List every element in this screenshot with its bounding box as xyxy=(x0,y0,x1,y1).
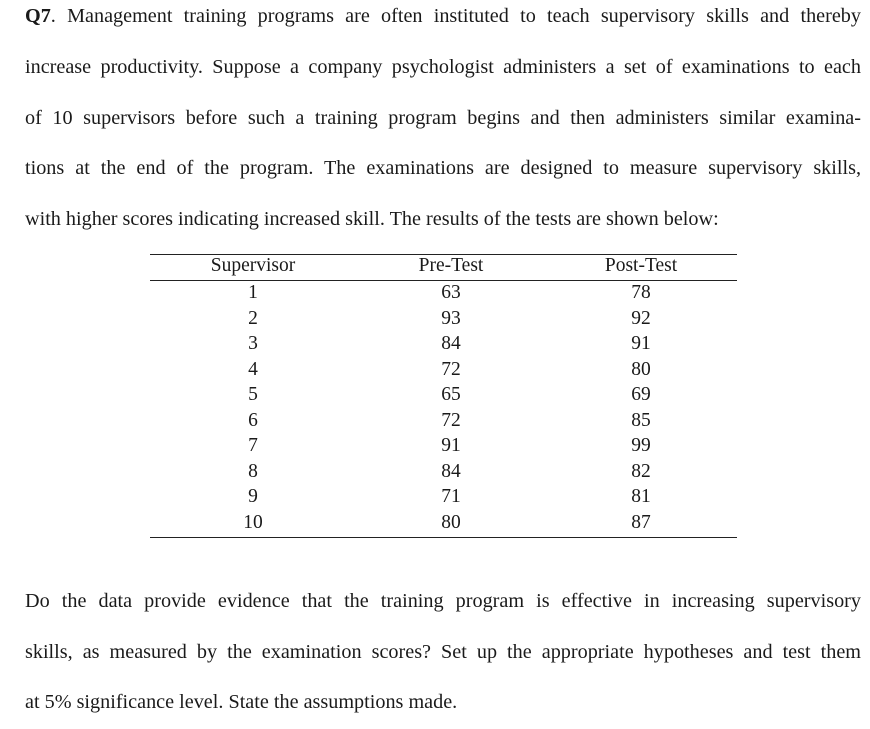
cell-supervisor: 9 xyxy=(248,486,258,507)
question-line-1-text: . Management training programs are often instituted to teach supervisory skills and thereby xyxy=(50,5,861,27)
cell-pre-test: 80 xyxy=(441,512,461,533)
cell-supervisor: 10 xyxy=(243,512,263,533)
question-line-2: increase productivity. Suppose a company psychologist administers a set of examinations to each xyxy=(25,56,861,78)
cell-post-test: 81 xyxy=(631,486,651,507)
cell-pre-test: 93 xyxy=(441,308,461,329)
cell-post-test: 92 xyxy=(631,308,651,329)
question-line-3: of 10 supervisors before such a training program begins and then administers similar examina- xyxy=(25,107,861,129)
cell-post-test: 82 xyxy=(631,461,651,482)
cell-post-test: 91 xyxy=(631,333,651,354)
cell-supervisor: 2 xyxy=(248,308,258,329)
cell-supervisor: 3 xyxy=(248,333,258,354)
cell-post-test: 69 xyxy=(631,384,651,405)
question-line-4: tions at the end of the program. The examinations are designed to measure supervisory skills, xyxy=(25,157,861,179)
cell-supervisor: 8 xyxy=(248,461,258,482)
cell-supervisor: 7 xyxy=(248,435,258,456)
cell-supervisor: 4 xyxy=(248,359,258,380)
table-bottom-rule xyxy=(150,537,737,538)
cell-post-test: 99 xyxy=(631,435,651,456)
cell-supervisor: 5 xyxy=(248,384,258,405)
cell-pre-test: 72 xyxy=(441,359,461,380)
cell-pre-test: 72 xyxy=(441,410,461,431)
cell-pre-test: 91 xyxy=(441,435,461,456)
cell-supervisor: 6 xyxy=(248,410,258,431)
cell-post-test: 78 xyxy=(631,282,651,303)
question-number: Q7 xyxy=(25,5,51,27)
cell-post-test: 80 xyxy=(631,359,651,380)
followup-line-3: at 5% significance level. State the assumptions made. xyxy=(25,691,458,713)
header-pre-test: Pre-Test xyxy=(418,255,484,276)
cell-pre-test: 84 xyxy=(441,333,461,354)
cell-post-test: 85 xyxy=(631,410,651,431)
followup-line-1: Do the data provide evidence that the training program is effective in increasing supervisory xyxy=(25,590,861,612)
cell-pre-test: 65 xyxy=(441,384,461,405)
cell-pre-test: 71 xyxy=(441,486,461,507)
cell-supervisor: 1 xyxy=(248,282,258,303)
cell-post-test: 87 xyxy=(631,512,651,533)
question-line-1 xyxy=(25,4,861,28)
question-line-5: with higher scores indicating increased skill. The results of the tests are shown below: xyxy=(25,208,719,230)
header-post-test: Post-Test xyxy=(604,255,678,276)
cell-pre-test: 84 xyxy=(441,461,461,482)
cell-pre-test: 63 xyxy=(441,282,461,303)
header-supervisor: Supervisor xyxy=(210,255,296,276)
followup-line-2: skills, as measured by the examination scores? Set up the appropriate hypotheses and test them xyxy=(25,641,861,663)
